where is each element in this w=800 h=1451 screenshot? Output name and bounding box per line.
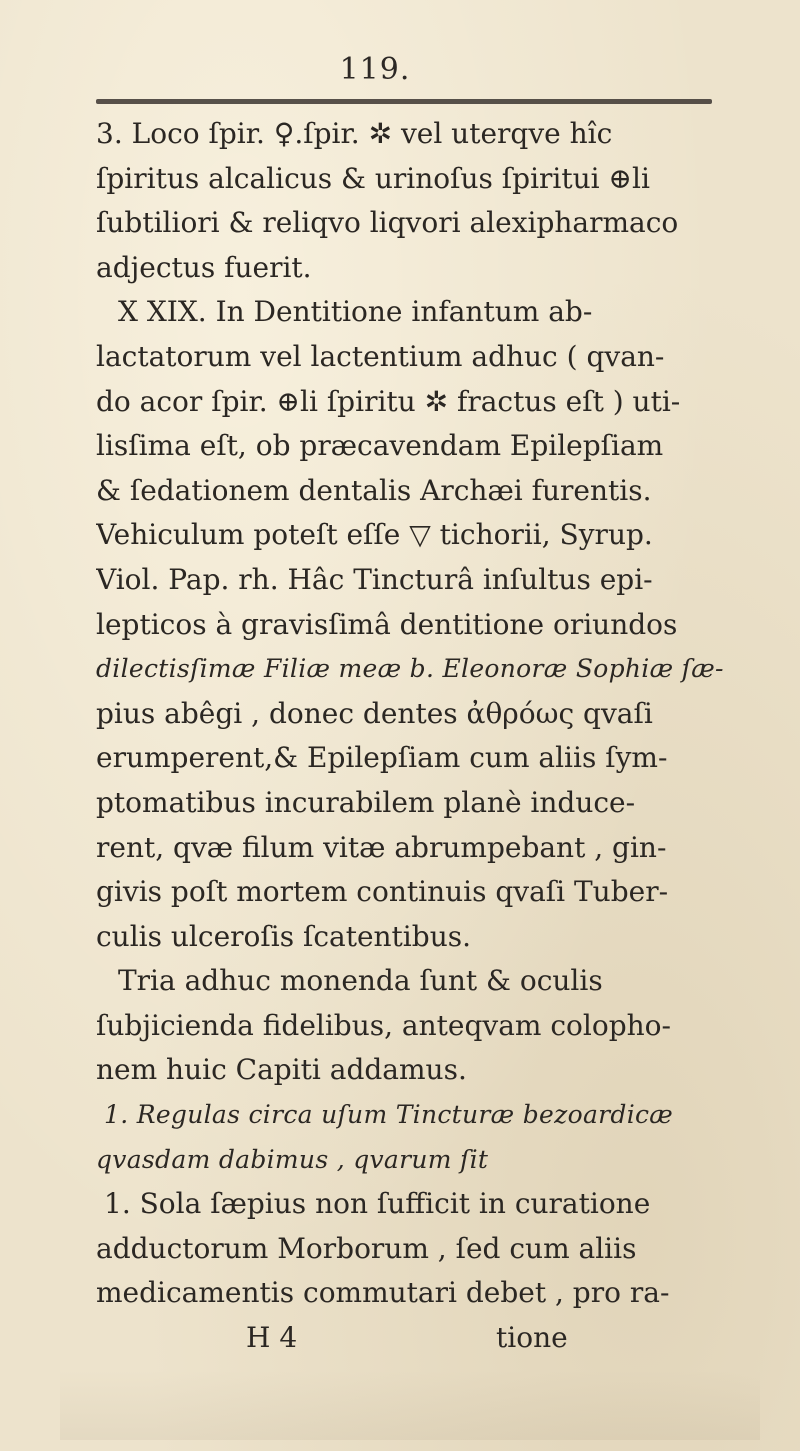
- text-line: & ſedationem dentalis Archæi furentis.: [96, 473, 652, 507]
- section-heading-line: X XIX. In Dentitione infantum ab-: [118, 295, 593, 329]
- text-line: adductorum Morborum , ſed cum aliis: [96, 1231, 637, 1265]
- text-line: Vehiculum poteſt eſſe ▽ tichorii, Syrup.: [96, 518, 653, 552]
- text-line: do acor ſpir. ⊕li ſpiritu ✲ fractus eſt ) uti-: [96, 384, 681, 418]
- text-line: ſubjicienda fidelibus, anteqvam colopho-: [96, 1008, 671, 1042]
- text-line: lactatorum vel lactentium adhuc ( qvan-: [96, 339, 665, 373]
- text-line: givis poſt mortem continuis qvaſi Tuber-: [96, 875, 669, 909]
- text-line: medicamentis commutari debet , pro ra-: [96, 1276, 670, 1310]
- footer-line: [96, 1316, 756, 1361]
- text-line: 3. Loco ſpir. ♀.ſpir. ✲ vel uterqve hîc: [96, 117, 613, 150]
- italic-text-line: dilectisſimæ Filiæ meæ b. Eleonoræ Sophiæ ſæ-: [96, 654, 724, 684]
- text-line: erumperent,& Epilepſiam cum aliis ſym-: [96, 741, 668, 775]
- text-line: pius abêgi , donec dentes ἀθρόως qvaſi: [96, 696, 653, 730]
- text-line: culis ulceroſis ſcatentibus.: [96, 919, 471, 953]
- text-line: 1. Sola ſæpius non ſufficit in curatione: [104, 1187, 651, 1221]
- text-line: ſpiritus alcalicus & urinoſus ſpiritui ⊕li: [96, 161, 650, 195]
- body-text: [96, 112, 756, 1361]
- text-line: lepticos à gravisſimâ dentitione oriundos: [96, 607, 678, 641]
- italic-text-line: qvasdam dabimus , qvarum ſit: [96, 1144, 489, 1174]
- text-line: nem huic Capiti addamus.: [96, 1053, 467, 1087]
- text-line: ſubtiliori & reliqvo liqvori alexipharmaco: [96, 206, 679, 240]
- text-line: adjectus fuerit.: [96, 250, 312, 284]
- text-line: rent, qvæ filum vitæ abrumpebant , gin-: [96, 830, 667, 864]
- page-number: 119.: [339, 52, 411, 87]
- text-line: ptomatibus incurabilem planè induce-: [96, 785, 636, 819]
- text-line: Tria adhuc monenda ſunt & oculis: [118, 964, 603, 998]
- italic-text-line: 1. Regulas circa uſum Tincturæ bezoardicæ: [104, 1100, 674, 1130]
- header-rule: [96, 99, 712, 104]
- signature-mark: H 4: [246, 1321, 298, 1355]
- page-shading: [60, 1370, 760, 1440]
- catchword: tione: [496, 1321, 568, 1355]
- text-line: lisſima eſt, ob præcavendam Epilepſiam: [96, 429, 664, 463]
- text-line: Viol. Pap. rh. Hâc Tincturâ inſultus epi-: [96, 562, 653, 596]
